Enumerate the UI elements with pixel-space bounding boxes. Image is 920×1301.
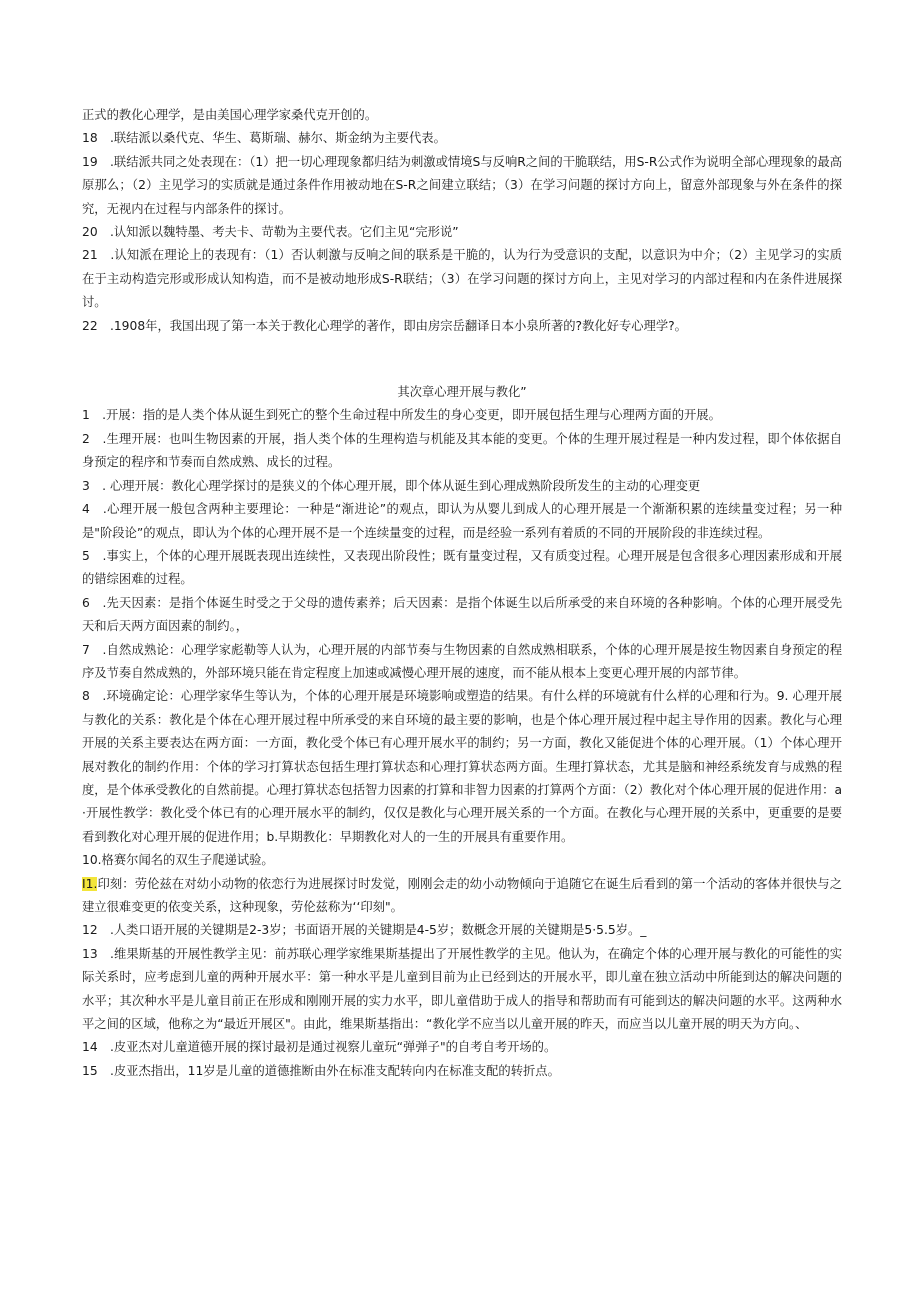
paragraph-11-text: 印刻：劳伦兹在对幼小动物的依恋行为进展探讨时发觉，刚刚会走的幼小动物倾向于追随它在诞生后看到的第一个活动的客体并很快与之建立很难变更的依变关系，这种现象，劳伦兹称为‘‘印刻"。 bbox=[82, 876, 842, 914]
paragraph-18: 18 .联结派以桑代克、华生、葛斯瑞、赫尔、斯金纳为主要代表。 bbox=[82, 131, 446, 146]
section-gap bbox=[82, 338, 842, 381]
paragraph-1: 1 .开展：指的是人类个体从诞生到死亡的整个生命过程中所发生的身心变更，即开展包括生理与心理两方面的开展。 bbox=[82, 408, 721, 423]
paragraph-13: 13 .维果斯基的开展性教学主见：前苏联心理学家维果斯基提出了开展性教学的主见。他认为，在确定个体的心理开展与教化的可能性的实际关系时，应考虑到儿童的两种开展水平：第一种水平是儿童到目前为止已经到达的开展水平，即儿童在独立活动中所能到达的解决问题的水平；其次种水平是儿童目前正在形成和刚刚开展的实力水平，即儿童借助于成人的指导和帮助而有可能到达的解决问题的水平。这两种水平之间的区域，他称之为“最近开展区"。由此，维果斯基指出：“教化学不应当以儿童开展的昨天，而应当以儿童开展的明天为方向。、 bbox=[82, 946, 842, 1032]
paragraph-12: 12 .人类口语开展的关键期是2-3岁；书面语开展的关键期是4-5岁；数概念开展的关键期是5·5.5岁。_ bbox=[82, 923, 647, 938]
document-page bbox=[82, 104, 842, 1083]
paragraph-14: 14 .皮亚杰对儿童道德开展的探讨最初是通过视察儿童玩“弹弹子"的自考自考开场的。 bbox=[82, 1040, 557, 1055]
paragraph-5: 5 .事实上，个体的心理开展既表现出连续性，又表现出阶段性；既有量变过程，又有质变过程。心理开展是包含很多心理因素形成和开展的错综困难的过程。 bbox=[82, 548, 842, 587]
paragraph-19: 19 .联结派共同之处表现在：（1）把一切心理现象都归结为刺激或情境S与反响R之间的干脆联结，用S-R公式作为说明全部心理现象的最高原那么；（2）主见学习的实质就是通过条件作用被动地在S-R之间建立联结；（3）在学习问题的探讨方向上，留意外部现象与外在条件的探究，无视内在过程与内部条件的探讨。 bbox=[82, 154, 842, 216]
paragraph-20: 20 .认知派以魏特墨、考夫卡、苛勒为主要代表。它们主见“完形说” bbox=[82, 225, 459, 240]
paragraph-11 bbox=[82, 873, 842, 920]
paragraph-intro: 正式的教化心理学，是由美国心理学家桑代克开创的。 bbox=[82, 108, 378, 122]
highlighted-number: I1. bbox=[82, 876, 98, 891]
paragraph-22: 22 .1908年，我国出现了第一本关于教化心理学的著作，即由房宗岳翻译日本小泉所著的?教化好专心理学?。 bbox=[82, 318, 687, 333]
paragraph-4: 4 .心理开展一般包含两种主要理论：一种是“渐进论”的观点，即认为从婴儿到成人的心理开展是一个渐渐积累的连续量变过程；另一种是"阶段论”的观点，即认为个体的心理开展不是一个连续量变的过程，而是经验一系列有着质的不同的开展阶段的非连续过程。 bbox=[82, 502, 842, 540]
paragraph-10: 10.格赛尔闻名的双生子爬递试验。 bbox=[82, 853, 274, 868]
paragraph-8: 8 .环境确定论：心理学家华生等认为，个体的心理开展是环境影响或塑造的结果。有什么样的环境就有什么样的心理和行为。9. 心理开展与教化的关系：教化是个体在心理开展过程中所承受的来自环境的最主要的影响，也是个体心理开展过程中起主导作用的因素。教化与心理开展的关系主要表达在两方面：一方面，教化受个体已有心理开展水平的制约；另一方面，教化又能促进个体的心理开展。（1）个体心理开展对教化的制约作用：个体的学习打算状态包括生理打算状态和心理打算状态两方面。生理打算状态，尤其是脑和神经系统发育与成熟的程度，是个体承受教化的自然前提。心理打算状态包括智力因素的打算和非智力因素的打算两个方面：（2）教化对个体心理开展的促进作用：a·开展性教学：教化受个体已有的心理开展水平的制约，仅仅是教化与心理开展关系的一个方面。在教化与心理开展的关系中，更重要的是要看到教化对心理开展的促进作用；b.早期教化：早期教化对人的一生的开展具有重要作用。 bbox=[82, 689, 842, 844]
paragraph-6: 6 .先天因素：是指个体诞生时受之于父母的遗传素养；后天因素：是指个体诞生以后所承受的来自环境的各种影响。个体的心理开展受先天和后天两方面因素的制约。， bbox=[82, 595, 842, 634]
chapter-title: 其次章心理开展与教化” bbox=[397, 385, 527, 400]
paragraph-2: 2 .生理开展：也叫生物因素的开展，指人类个体的生理构造与机能及其本能的变更。个体的生理开展过程是一种内发过程，即个体依据自身预定的程序和节奏而自然成熟、成长的过程。 bbox=[82, 431, 842, 470]
paragraph-15: 15 .皮亚杰指出，11岁是儿童的道德推断由外在标准支配转向内在标准支配的转折点。 bbox=[82, 1063, 560, 1078]
paragraph-7: 7 .自然成熟论：心理学家彪勒等人认为，心理开展的内部节奏与生物因素的自然成熟相联系，个体的心理开展是按生物因素自身预定的程序及节奏自然成熟的，外部环境只能在肯定程度上加速或减慢心理开展的速度，而不能从根本上变更心理开展的内部节律。 bbox=[82, 642, 842, 680]
paragraph-3: 3 . 心理开展：教化心理学探讨的是狭义的个体心理开展，即个体从诞生到心理成熟阶段所发生的主动的心理变更 bbox=[82, 478, 701, 493]
paragraph-21: 21 .认知派在理论上的表现有：（1）否认刺激与反响之间的联系是干脆的，认为行为受意识的支配，以意识为中介；（2）主见学习的实质在于主动构造完形或形成认知构造，而不是被动地形成S-R联结；（3）在学习问题的探讨方向上，主见对学习的内部过程和内在条件进展探讨。 bbox=[82, 248, 842, 310]
